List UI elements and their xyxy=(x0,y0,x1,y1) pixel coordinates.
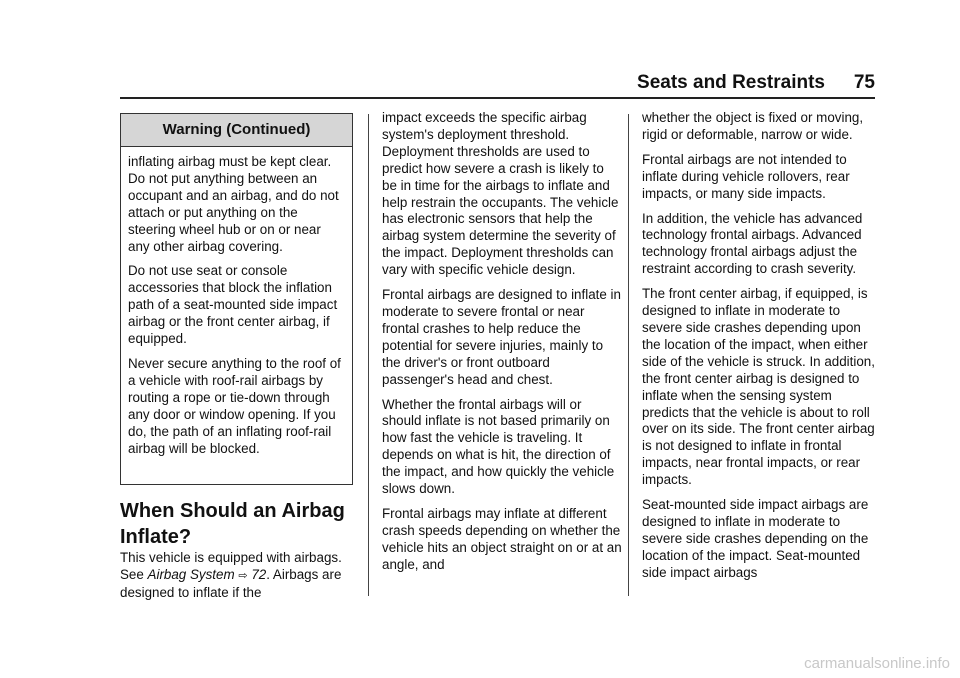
section-title: Seats and Restraints xyxy=(637,72,825,93)
body-paragraph: Whether the frontal airbags will or should inflate is not based primarily on how fast the vehicle is traveling. It depends on what is hit, the direction of the impact, and how quickly the vehicle slows down. xyxy=(382,396,615,497)
warning-body xyxy=(121,147,352,457)
page-header xyxy=(120,70,875,96)
body-paragraph: Frontal airbags may inflate at different crash speeds depending on whether the vehicle hits an object straight on or at an angle, and xyxy=(382,505,622,572)
intro-text: This vehicle is equipped with airbags. See xyxy=(120,550,342,582)
warning-paragraph: Never secure anything to the roof of a vehicle with roof-rail airbags by routing a rope or tie-down through any door or window opening. If you do, the path of an inflating roof-rail airbag will be blocked. xyxy=(128,355,341,456)
body-paragraph: Frontal airbags are designed to inflate in moderate to severe frontal or near frontal crashes to help reduce the potential for severe injuries, mainly to the driver's or front outboard passenger's head and chest. xyxy=(382,287,621,387)
section-heading: When Should an Airbag Inflate? xyxy=(120,500,345,548)
warning-box xyxy=(120,113,353,485)
body-paragraph: whether the object is fixed or moving, rigid or deformable, narrow or wide. xyxy=(642,110,864,142)
body-paragraph: In addition, the vehicle has advanced technology frontal airbags. Advanced technology frontal airbags adjust the restraint according to crash severity. xyxy=(642,210,863,277)
body-paragraph: The front center airbag, if equipped, is designed to inflate in moderate to severe side crashes depending upon the location of the impact, when either side of the vehicle is struck. In addition, the front center airbag is designed to inflate when the sensing system predicts that the vehicle is about to roll over on its side. The front center airbag is not designed to inflate in frontal impacts, near frontal impacts, or rear impacts. xyxy=(642,286,875,488)
warning-paragraph: inflating airbag must be kept clear. Do not put anything between an occupant and an airbag, and do not attach or put anything on the steering wheel hub or on or near any other airbag covering. xyxy=(128,154,339,254)
warning-paragraph: Do not use seat or console accessories that block the inflation path of a seat-mounted side impact airbag or the front center airbag, if equipped. xyxy=(128,263,338,347)
page-number: 75 xyxy=(853,72,875,93)
body-paragraph: Frontal airbags are not intended to inflate during vehicle rollovers, rear impacts, or many side impacts. xyxy=(642,151,850,201)
header-rule xyxy=(120,97,875,99)
warning-heading: Warning (Continued) xyxy=(121,114,352,147)
body-paragraph: Seat-mounted side impact airbags are designed to inflate in moderate to severe side crashes depending on the location of the impact. Seat-mounted side impact airbags xyxy=(642,497,869,580)
column-2 xyxy=(382,110,622,582)
cross-reference-page[interactable]: 72 xyxy=(251,566,267,582)
watermark: carmanualsonline.info xyxy=(804,655,950,672)
page-ref-icon: ⇨ xyxy=(238,569,248,582)
column-3 xyxy=(642,110,882,590)
column-divider xyxy=(628,114,629,596)
body-paragraph: impact exceeds the specific airbag system's deployment threshold. Deployment thresholds are used to predict how severe a crash is likely to be in time for the airbags to inflate and help restrain the occupants. The vehicle has electronic sensors that help the airbag system determine the severity of the impact. Deployment thresholds can vary with specific vehicle design. xyxy=(382,110,619,278)
intro-text-cont: . Airbags are designed to inflate if the xyxy=(120,566,342,600)
intro-paragraph xyxy=(120,550,360,602)
column-divider xyxy=(368,114,369,596)
cross-reference-link[interactable]: Airbag System xyxy=(147,566,235,582)
